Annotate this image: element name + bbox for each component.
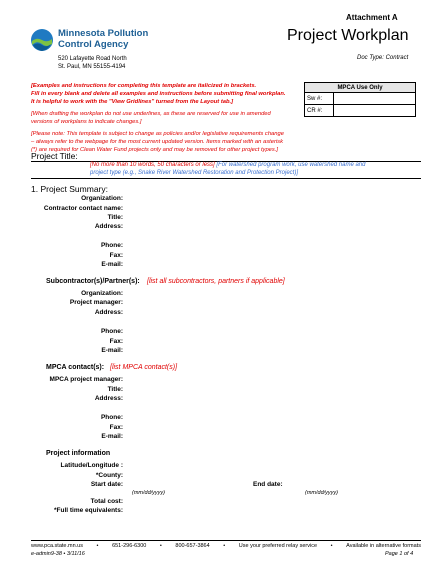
address-line-2: St. Paul, MN 55155-4194 bbox=[58, 64, 126, 70]
organization-label: Organization: bbox=[81, 195, 123, 202]
county-label: *County: bbox=[95, 472, 123, 479]
mpca-contacts-hint: [list MPCA contact(s)] bbox=[110, 364, 178, 371]
latlong-label: Latitude/Longitude : bbox=[60, 462, 123, 469]
contractor-phone-label: Phone: bbox=[100, 242, 123, 249]
mpca-contacts-label: MPCA contact(s): bbox=[46, 364, 105, 371]
doc-type: Doc Type: Contract bbox=[357, 55, 409, 61]
project-info-heading: Project information bbox=[46, 450, 111, 457]
subcontractor-hint: [list all subcontractors, partners if applicable] bbox=[147, 278, 285, 285]
footer-phone-2: 800-657-3864 bbox=[175, 543, 210, 549]
instruction-line: [Please note: This template is subject to change as policies and/or legislative requirements change bbox=[31, 131, 284, 137]
agency-name bbox=[58, 28, 148, 50]
project-title-label: Project Title: bbox=[31, 151, 78, 161]
title-hint-red: [No more than 10 words, 50 characters or less] bbox=[90, 162, 215, 168]
title-hint-blue-2: project type (e.g., Snake River Watershed Restoration and Protection Project)] bbox=[90, 170, 298, 176]
address-line-1: 520 Lafayette Road North bbox=[58, 56, 127, 62]
agency-line-1: Minnesota Pollution bbox=[58, 28, 149, 39]
instruction-line: [Examples and instructions for completing this template are italicized in brackets. bbox=[31, 83, 257, 89]
footer-website: www.pca.state.mn.us bbox=[31, 543, 83, 549]
total-cost-label: Total cost: bbox=[90, 498, 123, 505]
sub-project-manager-label: Project manager: bbox=[69, 299, 123, 306]
cr-number-label: CR #: bbox=[305, 105, 334, 117]
instruction-line: – always refer to the webpage for the most current updated version. Items marked with an asterisk bbox=[31, 139, 283, 145]
contractor-address-label: Address: bbox=[94, 223, 123, 230]
sub-fax-label: Fax: bbox=[109, 338, 123, 345]
page-title: Project Workplan bbox=[287, 27, 409, 44]
cr-number-field[interactable] bbox=[334, 105, 416, 117]
instruction-line: (*) are required for Clean Water Fund projects only and may be removed for other project types.] bbox=[31, 147, 279, 153]
contractor-contact-label: Contractor contact name: bbox=[43, 205, 123, 212]
mpca-logo-icon bbox=[30, 28, 54, 52]
mpca-email-label: E-mail: bbox=[101, 433, 123, 440]
instructions-block bbox=[31, 82, 311, 154]
agency-line-2: Control Agency bbox=[58, 39, 129, 50]
footer-code: e-admin9-38 • 3/11/16 bbox=[31, 551, 85, 557]
fte-label: *Full time equivalents: bbox=[54, 507, 123, 514]
mpca-use-only-box bbox=[304, 82, 416, 117]
mpca-phone-label: Phone: bbox=[100, 414, 123, 421]
start-date-hint: (mm/dd/yyyy) bbox=[132, 490, 165, 496]
mpca-title-label: Title: bbox=[107, 386, 123, 393]
instruction-line: It is helpful to work with the "View Gridlines" turned from the Layout tab.] bbox=[31, 99, 234, 105]
page-number: Page 1 of 4 bbox=[385, 551, 414, 557]
instruction-line: versions of workplans to indicate changes.] bbox=[31, 119, 142, 125]
sub-email-label: E-mail: bbox=[101, 347, 123, 354]
sw-number-label: Sw #: bbox=[305, 93, 334, 105]
sub-phone-label: Phone: bbox=[100, 328, 123, 335]
sw-number-field[interactable] bbox=[334, 93, 416, 105]
footer-formats: Available in alternative formats bbox=[346, 543, 421, 549]
mpca-box-header: MPCA Use Only bbox=[305, 83, 416, 93]
subcontractor-label: Subcontractor(s)/Partner(s): bbox=[46, 278, 140, 285]
start-date-label: Start date: bbox=[90, 481, 123, 488]
title-hint-blue-1: [For watershed program work, use watershed name and bbox=[216, 162, 366, 168]
project-summary-heading: 1. Project Summary: bbox=[31, 184, 108, 194]
mpca-project-manager-label: MPCA project manager: bbox=[49, 376, 123, 383]
mpca-fax-label: Fax: bbox=[109, 424, 123, 431]
agency-address bbox=[58, 55, 127, 71]
footer-phone-1: 651-296-6300 bbox=[112, 543, 147, 549]
sub-address-label: Address: bbox=[94, 309, 123, 316]
footer-relay: Use your preferred relay service bbox=[238, 543, 318, 549]
contractor-email-label: E-mail: bbox=[101, 261, 123, 268]
footer-contact-row: www.pca.state.mn.us • 651-296-6300 • 800-657-3864 • Use your preferred relay service • Available in alternative formats bbox=[31, 543, 421, 549]
contractor-fax-label: Fax: bbox=[109, 252, 123, 259]
instruction-line: [When drafting the workplan do not use underlines, as these are reserved for use in amended bbox=[31, 111, 271, 117]
contractor-title-label: Title: bbox=[107, 214, 123, 221]
instruction-line: Fill in every blank and delete all examples and instructions before submitting final workplan. bbox=[31, 91, 286, 97]
end-date-hint: (mm/dd/yyyy) bbox=[305, 490, 338, 496]
end-date-label: End date: bbox=[253, 481, 283, 488]
sub-organization-label: Organization: bbox=[81, 290, 123, 297]
mpca-address-label: Address: bbox=[94, 395, 123, 402]
project-title-hint bbox=[90, 161, 420, 177]
attachment-label: Attachment A bbox=[346, 13, 398, 22]
